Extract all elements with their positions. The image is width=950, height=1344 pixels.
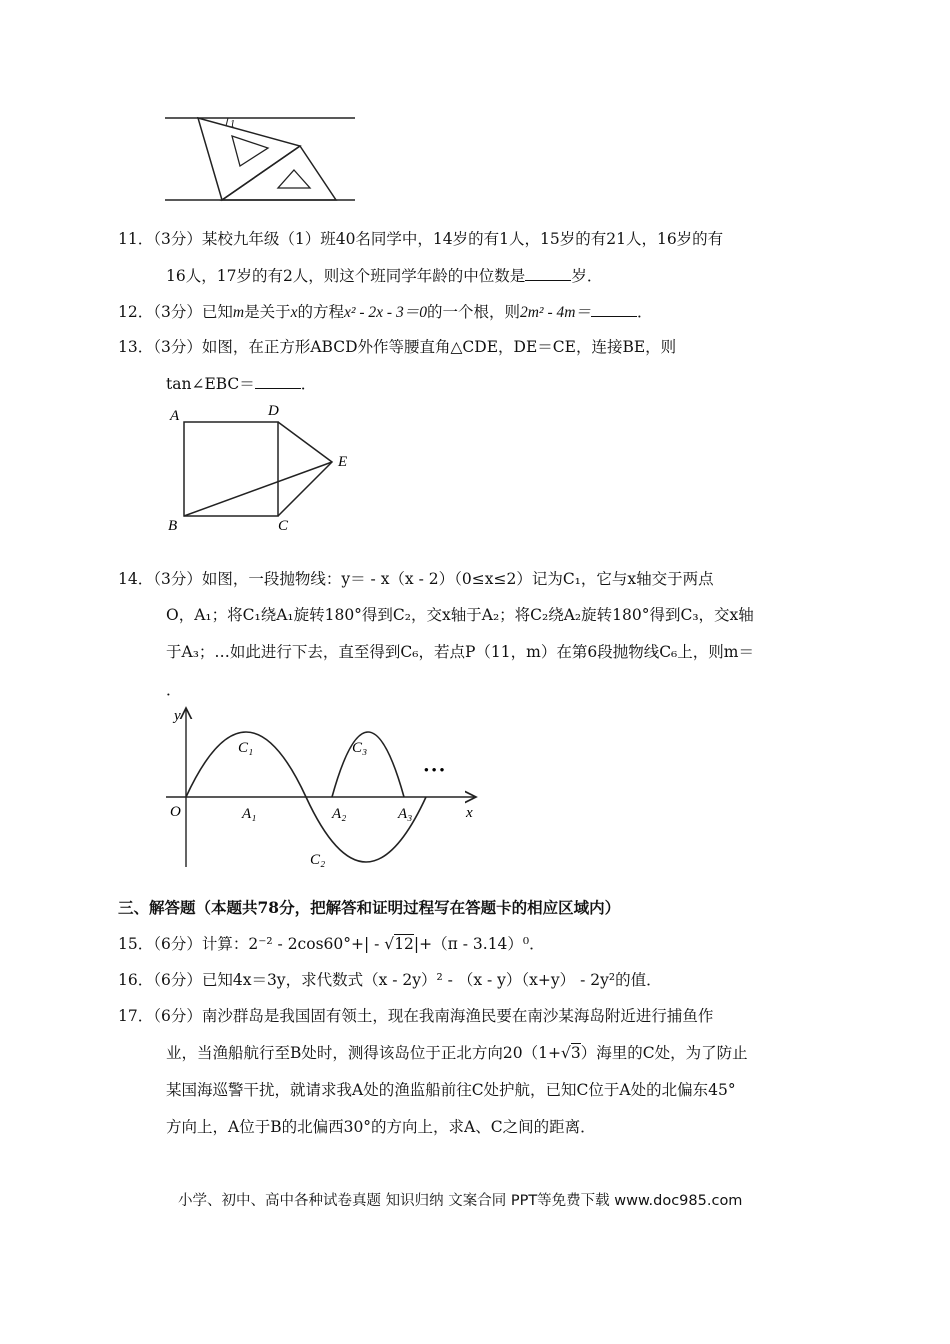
q11-line2: 16人，17岁的有2人，则这个班同学年龄的中位数是 岁． <box>166 267 603 285</box>
label-A: A <box>170 408 180 424</box>
q17-line1: 17．（6分）南沙群岛是我国固有领土，现在我南海渔民要在南沙某海岛附近进行捕鱼作 <box>118 1007 714 1025</box>
q13-line2: tan∠EBC＝ ． <box>166 375 317 393</box>
label-A1: A₁ <box>242 806 257 822</box>
angle-label: 1 <box>230 119 235 130</box>
q15-line: 15．（6分）计算：2⁻² - 2cos60°+| - √12|+（π - 3.14）⁰． <box>118 935 545 953</box>
q11-line1: 11．（3分）某校九年级（1）班40名同学中，14岁的有1人，15岁的有21人，16岁的有 <box>118 230 724 248</box>
set-squares-figure <box>160 108 360 208</box>
label-C3: C₃ <box>352 740 368 756</box>
q12-answer-blank[interactable] <box>591 302 637 317</box>
label-C1: C₁ <box>238 740 254 756</box>
q14-line4: ． <box>166 681 182 699</box>
ellipsis-dots: • • • <box>424 762 445 777</box>
q13-line1: 13．（3分）如图，在正方形ABCD外作等腰直角△CDE，DE＝CE，连接BE，则 <box>118 338 677 356</box>
q15-number: 15． <box>118 935 154 953</box>
label-B: B <box>168 518 178 534</box>
q17-line2: 业，当渔船航行至B处时，测得该岛位于正北方向20（1+√3）海里的C处，为了防止 <box>166 1044 748 1062</box>
label-A2: A₂ <box>332 806 347 822</box>
q14-line1: 14．（3分）如图，一段抛物线：y＝ - x（x - 2）（0≤x≤2）记为C₁，它与x轴交于两点 <box>118 570 714 588</box>
q13-answer-blank[interactable] <box>255 374 301 389</box>
sqrt-symbol: √ <box>560 1044 571 1062</box>
axis-x-label: x <box>466 805 473 821</box>
q16-line: 16．（6分）已知4x＝3y，求代数式（x - 2y）² - （x - y）（x+y） - 2y²的值． <box>118 971 662 989</box>
axis-y-label: y <box>174 708 181 724</box>
label-E: E <box>338 454 348 470</box>
q11-number: 11． <box>118 230 154 248</box>
label-C: C <box>278 518 289 534</box>
parabola-graph <box>160 702 490 874</box>
q11-answer-blank[interactable] <box>525 266 571 281</box>
section3-title: 三、解答题（本题共78分，把解答和证明过程写在答题卡的相应区域内） <box>118 898 621 917</box>
q17-number: 17． <box>118 1007 154 1025</box>
q14-line2: O，A₁；将C₁绕A₁旋转180°得到C₂，交x轴于A₂；将C₂绕A₂旋转180°得到C₃，交x轴 <box>166 606 754 624</box>
q17-line3: 某国海巡警干扰，就请求我A处的渔监船前往C处护航，已知C位于A处的北偏东45° <box>166 1081 736 1099</box>
sqrt-symbol: √ <box>384 935 395 953</box>
q12-number: 12． <box>118 303 154 321</box>
label-A3: A₃ <box>398 806 413 822</box>
square-triangle-figure <box>160 398 360 536</box>
q16-number: 16． <box>118 971 154 989</box>
q17-line4: 方向上，A位于B的北偏西30°的方向上，求A、C之间的距离． <box>166 1118 596 1136</box>
page-footer: 小学、初中、高中各种试卷真题 知识归纳 文案合同 PPT等免费下载 www.doc985.com <box>178 1193 743 1209</box>
label-D: D <box>268 403 279 419</box>
origin-label: O <box>170 804 181 820</box>
q12-line: 12．（3分）已知m是关于x的方程x² - 2x - 3＝0的一个根，则2m² - 4m＝ ． <box>118 303 653 321</box>
q14-number: 14． <box>118 570 154 588</box>
q14-line3: 于A₃；…如此进行下去，直至得到C₆，若点P（11，m）在第6段抛物线C₆上，则m＝ <box>166 643 754 661</box>
q13-number: 13． <box>118 338 154 356</box>
label-C2: C₂ <box>310 852 326 868</box>
